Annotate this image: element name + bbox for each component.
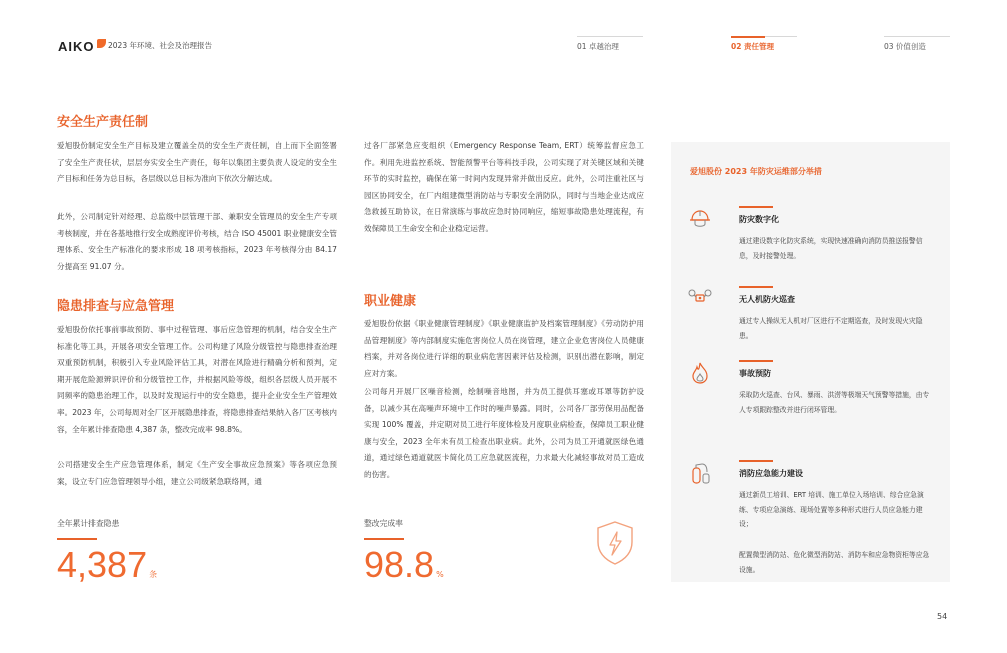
page-number: 54 [937, 612, 948, 621]
item-body: 配置微型消防站、危化微型消防站、消防车和应急物资柜等应急设施。 [739, 551, 930, 574]
section-title-safety-responsibility: 安全生产责任制 [57, 115, 149, 130]
aiko-logo [58, 39, 106, 54]
stat-label: 整改完成率 [364, 519, 403, 528]
stat-value: 98.8 % [364, 544, 444, 585]
stat-unit: 条 [149, 570, 158, 579]
section-title-occupational-health: 职业健康 [364, 294, 417, 309]
nav-tab-label: 01 卓越治理 [577, 42, 619, 51]
stat-value: 4,387 条 [57, 544, 158, 585]
paragraph: 公司每月开展厂区噪音检测，绘制噪音地图，并为员工提供耳塞或耳罩等防护设备，以减少其在高噪声环境中工作时的噪声暴露。同时，公司各厂部劳保用品配备实现 100% 覆盖，并定期对员工进行年度体检及月度职业病检查，保障员工职业健康与安全，2023 全年未有员工检查出职业病。此外，公司为员工开通就医绿色通道，通过绿色通道就医卡简化员工应急就医流程，力求最大化减轻事故对员工造成的伤害。 [364, 387, 644, 479]
item-body: 采取防火巡查、台风、暴雨、洪涝等极端天气预警等措施，由专人专项跟踪整改并进行闭环管理。 [739, 391, 930, 414]
paragraph: 爱旭股份制定安全生产目标及建立覆盖全员的安全生产责任制，自上而下全面签署了安全生产责任状，层层夯实安全生产责任，每年以集团主要负责人设定的安全生产目标和任务为总目标，各层级以总目标为准向下依次分解达成。 [57, 141, 337, 184]
item-rule [739, 286, 773, 288]
disaster-prevention-panel [671, 142, 950, 582]
paragraph: 公司搭建安全生产应急管理体系，制定《生产安全事故应急预案》等各项应急预案，设立专门应急管理领导小组，建立公司级紧急联络网，通 [57, 460, 337, 486]
paragraph: 爱旭股份依据《职业健康管理制度》《职业健康监护及档案管理制度》《劳动防护用品管理制度》等内部制度实施危害岗位人员在岗管理，建立企业危害岗位人员健康档案，并对各岗位进行详细的职业病危害因素评估及检测，识别出潜在影响，制定应对方案。 [364, 319, 644, 378]
paragraph: 爱旭股份依托事前事故预防、事中过程管理、事后应急管理的机制，结合安全生产标准化等工具，开展各项安全管理工作。公司构建了风险分级管控与隐患排查治理双重预防机制，积极引入专业风险评估工具，对潜在风险进行精确分析和预判，定期开展危险源辨识评价和分级管控工作，并根据风险等级，组织各层级人员开展不同频率的隐患治理工作，以及时发现运行中的安全隐患，提升企业安全生产管理效率。2023 年，公司每周对全厂区开展隐患排查，将隐患排查结果纳入各厂区考核内容，全年累计排查隐患 4,387 条，整改完成率 98.8%。 [57, 325, 337, 434]
item-rule [739, 206, 773, 208]
item-rule [739, 460, 773, 462]
stat-rectification-rate [364, 518, 444, 594]
stat-hazards [57, 518, 157, 594]
logo-mark [97, 39, 106, 48]
active-indicator [731, 36, 765, 38]
panel-title: 爱旭股份 2023 年防灾运维部分举措 [690, 167, 822, 176]
report-title: 2023 年环境、社会及治理报告 [108, 41, 212, 50]
nav-tab-governance[interactable] [577, 36, 643, 54]
paragraph: 过各厂部紧急应变组织（Emergency Response Team, ERT）统筹监督应急工作。利用先进监控系统、智能预警平台等科技手段，公司实现了对关键区域和关键环节的实时监控，确保在第一时间内发现异常并做出反应。此外，公司注重社区与园区协同安全，在厂内组建微型消防站与专职安全消防队，同时与当地企业达成应急救援互助协议，在日常演练与事故应急时协同响应，缩短事故隐患处理流程，有效保障员工生命安全和企业稳定运营。 [364, 141, 644, 233]
item-title: 消防应急能力建设 [739, 469, 803, 478]
section-title-hazard-emergency: 隐患排查与应急管理 [57, 299, 175, 314]
nav-tab-responsibility[interactable] [731, 36, 797, 54]
item-title: 防灾数字化 [739, 215, 779, 224]
stat-underline [364, 538, 404, 540]
nav-tab-label: 02 责任管理 [731, 42, 775, 51]
drone-icon [687, 286, 713, 312]
item-body: 通过专人操纵无人机对厂区进行不定期巡查，及时发现火灾隐患。 [739, 317, 923, 340]
fire-icon [687, 360, 713, 386]
extinguisher-icon [687, 460, 713, 486]
item-rule [739, 360, 773, 362]
stat-underline [57, 538, 97, 540]
firefighter-icon [687, 206, 713, 232]
logo-text: AIKO [58, 39, 95, 54]
item-title: 无人机防火巡查 [739, 295, 795, 304]
stat-label: 全年累计排查隐患 [57, 519, 120, 528]
nav-tab-label: 03 价值创造 [884, 42, 926, 51]
shield-icon [595, 520, 635, 566]
stat-unit: % [436, 570, 444, 579]
item-body: 通过新员工培训、ERT 培训、施工单位入场培训、综合应急演练、专项应急演练、现场处置等多种形式进行人员应急能力建设； [739, 491, 924, 528]
paragraph: 此外，公司制定针对经理、总监级中层管理干部、兼职安全管理员的安全生产专项考核制度，并在各基地推行安全成熟度评价考核，结合 ISO 45001 职业健康安全管理体系、安全生产标准化的要求形成 18 项考核指标，2023 年考核得分由 84.17 分提高至 91.07 分。 [57, 212, 337, 271]
item-title: 事故预防 [739, 369, 771, 378]
item-body: 通过建设数字化防灾系统，实现快速准确向消防员推送报警信息，及时接警处理。 [739, 237, 923, 260]
nav-tab-value[interactable] [884, 36, 950, 54]
